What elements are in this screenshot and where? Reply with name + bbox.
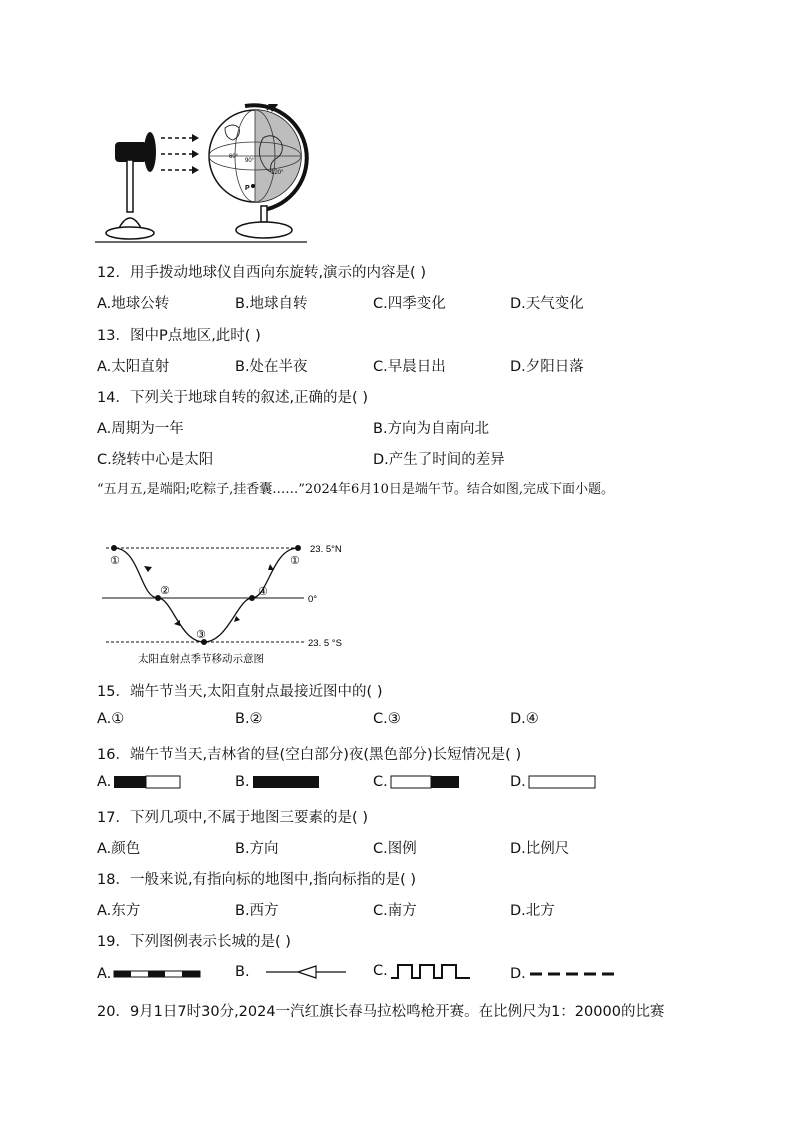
q18-option-b[interactable]: B.西方 <box>235 903 279 919</box>
globe <box>209 104 307 210</box>
point-1-right-label: ① <box>290 555 300 567</box>
q12-option-d[interactable]: D.天气变化 <box>510 296 584 312</box>
subsolar-migration-figure <box>100 540 360 670</box>
q15-option-a[interactable]: A.① <box>97 711 125 727</box>
q16-option-c-bar <box>390 775 460 789</box>
question-15: 15．端午节当天,太阳直射点最接近图中的( ) <box>97 684 383 700</box>
globe-base <box>236 222 292 238</box>
q18-option-a[interactable]: A.东方 <box>97 903 141 919</box>
q16-option-a[interactable] <box>97 774 181 790</box>
q19-option-c-great-wall-symbol <box>390 962 472 980</box>
q18-option-d[interactable]: D.北方 <box>510 903 555 919</box>
q12-option-c[interactable]: C.四季变化 <box>373 296 446 312</box>
q16-option-a-label: A. <box>97 774 112 790</box>
lat-label-120: 120° <box>271 170 284 176</box>
q14-option-b[interactable]: B.方向为自南向北 <box>373 421 490 437</box>
subsolar-migration-diagram <box>100 540 360 670</box>
q15-option-b[interactable]: B.② <box>235 711 263 727</box>
passage-text: “五月五,是端阳;吃粽子,挂香囊……”2024年6月10日是端午节。结合如图,完成下面小题。 <box>97 482 614 497</box>
point-1-right <box>295 545 301 551</box>
lat-label-23-5s: 23. 5 °S <box>308 638 342 649</box>
fan-globe-figure <box>95 98 320 248</box>
point-p-label: P <box>245 185 250 192</box>
q16-option-c[interactable] <box>373 774 460 790</box>
point-p-marker <box>251 184 255 188</box>
question-14: 14．下列关于地球自转的叙述,正确的是( ) <box>97 390 368 406</box>
question-19: 19．下列图例表示长城的是( ) <box>97 934 291 950</box>
q13-option-c[interactable]: C.早晨日出 <box>373 359 446 375</box>
question-18: 18．一般来说,有指向标的地图中,指向标指的是( ) <box>97 872 417 888</box>
q16-option-b[interactable] <box>235 774 320 790</box>
lat-label-23-5n: 23. 5°N <box>310 544 342 555</box>
q17-option-a[interactable]: A.颜色 <box>97 841 141 857</box>
q19-option-d-dashed-symbol <box>528 968 618 980</box>
q16-option-c-label: C. <box>373 774 388 790</box>
q19-option-c[interactable] <box>373 962 472 980</box>
q19-option-c-label: C. <box>373 963 388 979</box>
q19-option-d[interactable] <box>510 966 618 982</box>
fan-motor <box>115 142 147 162</box>
figure2-caption: 太阳直射点季节移动示意图 <box>138 653 264 665</box>
q17-option-b[interactable]: B.方向 <box>235 841 279 857</box>
lat-label-60: 60° <box>229 154 239 160</box>
fan-globe-illustration <box>95 98 320 248</box>
wind-arrows <box>161 138 195 170</box>
q16-option-a-bar <box>113 775 181 789</box>
question-20: 20．9月1日7时30分,2024一汽红旗长春马拉松鸣枪开赛。在比例尺为1：20000的比赛 <box>97 1004 665 1020</box>
q18-option-c[interactable]: C.南方 <box>373 903 417 919</box>
q16-option-d-label: D. <box>510 774 526 790</box>
subsolar-curve <box>114 548 298 642</box>
q19-option-a-label: A. <box>97 966 112 982</box>
q12-option-b[interactable]: B.地球自转 <box>235 296 308 312</box>
q13-option-a[interactable]: A.太阳直射 <box>97 359 170 375</box>
q15-option-d[interactable]: D.④ <box>510 711 539 727</box>
question-12: 12．用手拨动地球仪自西向东旋转,演示的内容是( ) <box>97 265 426 281</box>
q19-option-b-label: B. <box>235 964 250 980</box>
q19-option-b[interactable] <box>235 964 348 980</box>
q19-option-d-label: D. <box>510 966 526 982</box>
lat-label-90: 90° <box>245 158 255 164</box>
q16-option-b-bar <box>252 775 320 789</box>
q13-option-d[interactable]: D.夕阳日落 <box>510 359 584 375</box>
q13-option-b[interactable]: B.处在半夜 <box>235 359 308 375</box>
point-1-left <box>111 545 117 551</box>
q14-option-d[interactable]: D.产生了时间的差异 <box>373 452 505 468</box>
q16-option-d-bar <box>528 775 598 789</box>
point-3-label: ③ <box>196 629 206 641</box>
point-4 <box>249 595 255 601</box>
q16-option-d[interactable] <box>510 774 598 790</box>
q16-option-b-label: B. <box>235 774 250 790</box>
question-16: 16．端午节当天,吉林省的昼(空白部分)夜(黑色部分)长短情况是( ) <box>97 747 522 763</box>
q19-option-a[interactable] <box>97 966 203 982</box>
q14-option-a[interactable]: A.周期为一年 <box>97 421 184 437</box>
q12-option-a[interactable]: A.地球公转 <box>97 296 170 312</box>
q14-option-c[interactable]: C.绕转中心是太阳 <box>97 452 214 468</box>
point-4-label: ④ <box>258 586 268 598</box>
q17-option-c[interactable]: C.图例 <box>373 841 417 857</box>
question-13: 13．图中P点地区,此时( ) <box>97 328 261 344</box>
fan-base <box>106 227 154 239</box>
lat-label-0: 0° <box>308 594 318 605</box>
point-2-label: ② <box>160 585 170 597</box>
question-17: 17．下列几项中,不属于地图三要素的是( ) <box>97 810 368 826</box>
q19-option-b-arrow-symbol <box>264 964 348 980</box>
q15-option-c[interactable]: C.③ <box>373 711 401 727</box>
q19-option-a-railway-symbol <box>113 968 203 980</box>
q17-option-d[interactable]: D.比例尺 <box>510 841 570 857</box>
point-1-left-label: ① <box>110 555 120 567</box>
